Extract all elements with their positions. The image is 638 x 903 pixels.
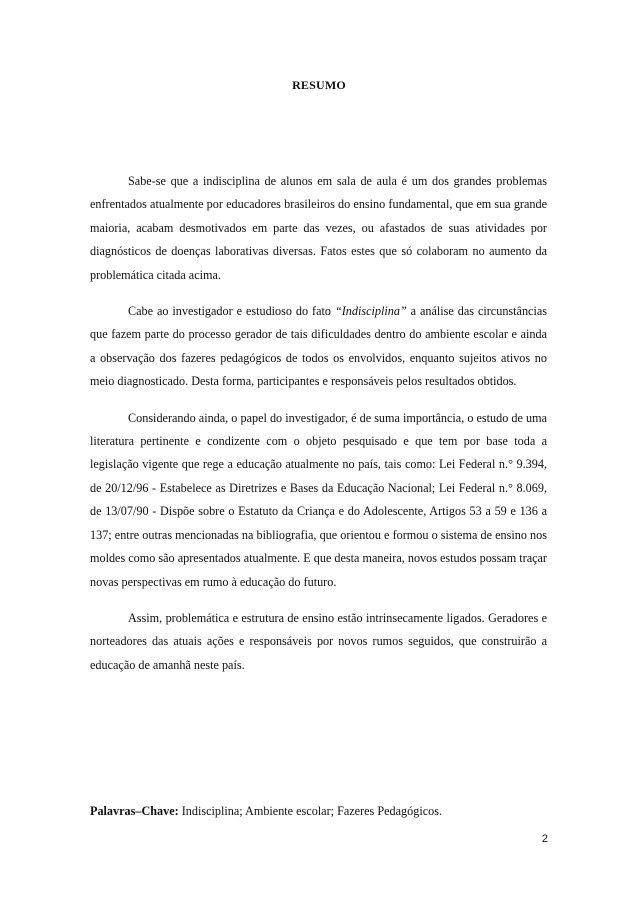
paragraph-2-emphasis: “Indisciplina” <box>334 304 407 319</box>
paragraph-2-text-before: Cabe ao investigador e estudioso do fato <box>128 304 335 319</box>
page-title: RESUMO <box>292 78 346 92</box>
paragraph-2 <box>90 300 547 394</box>
paragraph-1: Sabe-se que a indisciplina de alunos em sala de aula é um dos grandes problemas enfrentados atualmente por educadores brasileiros do ensino fundamental, que em sua grande maioria, acabam desmotivados em parte das vezes, ou afastados de suas atividades por diagnósticos de doenças laborativas diversas. Fatos estes que só colaboram no aumento da problemática citada acima. <box>90 174 547 282</box>
paragraph-3: Considerando ainda, o papel do investigador, é de suma importância, o estudo de uma literatura pertinente e condizente com o objeto pesquisado e que tem por base toda a legislação vigente que rege a educação atualmente no país, tais como: Lei Federal n.° 9.394, de 20/12/96 - Estabelece as Diretrizes e Bases da Educação Nacional; Lei Federal n.° 8.069, de 13/07/90 - Dispõe sobre o Estatuto da Criança e do Adolescente, Artigos 53 a 59 e 136 a 137; entre outras mencionadas na bibliografia, que orientou e formou o sistema de ensino nos moldes como são apresentados atualmente. E que desta maneira, novos estudos possam traçar novas perspectivas em rumo à educação do futuro. <box>90 410 547 589</box>
keywords-line <box>90 801 550 821</box>
abstract-body <box>90 170 547 690</box>
keywords-text: Indisciplina; Ambiente escolar; Fazeres Pedagógicos. <box>178 804 442 818</box>
keywords-label: Palavras–Chave: <box>90 804 179 818</box>
paragraph-2-text-after: a análise das circunstâncias que fazem parte do processo gerador de tais dificuldades dentro do ambiente escolar e ainda a observação dos fazeres pedagógicos de todos os envolvidos, enquanto sujeitos ativos no meio diagnosticado. Desta forma, participantes e responsáveis pelos resultados obtidos. <box>90 304 547 389</box>
paragraph-4: Assim, problemática e estrutura de ensino estão intrinsecamente ligados. Geradores e norteadores das atuais ações e responsáveis por novos rumos seguidos, que construirão a educação de amanhã neste país. <box>90 610 547 672</box>
page-number: 2 <box>541 833 548 845</box>
